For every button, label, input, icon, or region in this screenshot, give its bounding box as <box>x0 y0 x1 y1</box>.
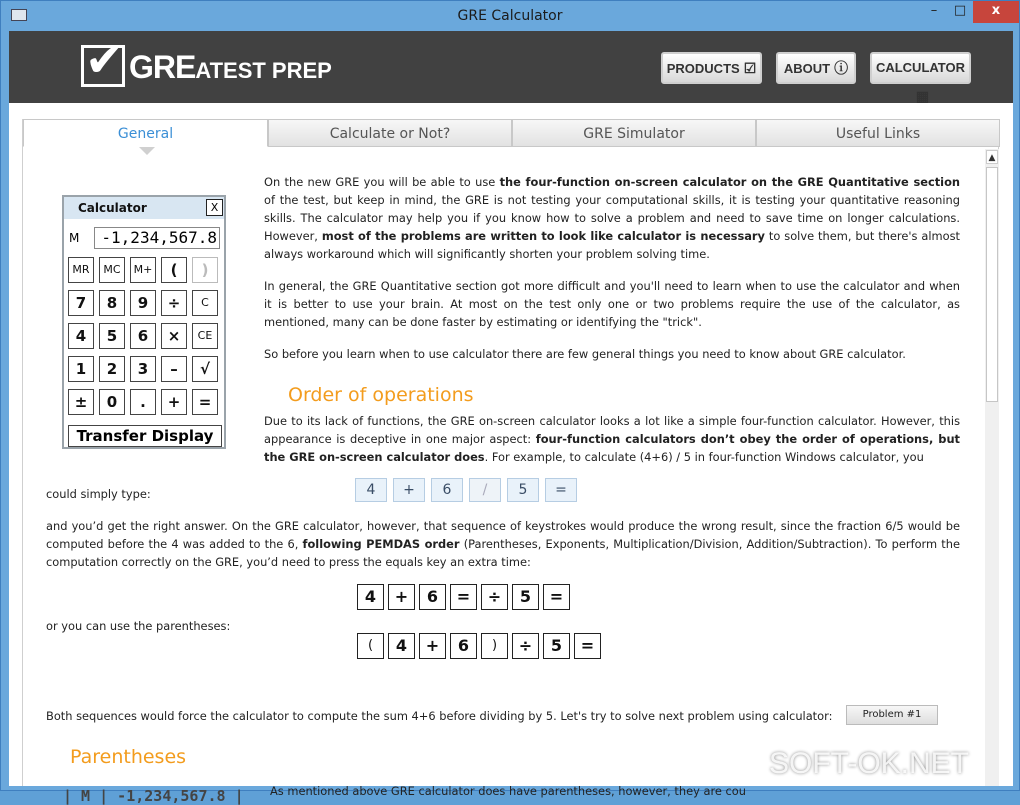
or-parentheses-label: or you can use the parentheses: <box>46 619 231 633</box>
tab-general[interactable]: General <box>23 119 268 147</box>
checkbox-icon: ☑ <box>743 60 757 76</box>
seq-key-equals: = <box>545 478 577 502</box>
transfer-display-button[interactable]: Transfer Display <box>68 425 222 447</box>
order-text-1: Due to its lack of functions, the GRE on-screen calculator looks a lot like a simple four-function calculator. However, this appearance is deceptive in one major aspect: <box>264 414 960 446</box>
problem-1-button[interactable]: Problem #1 <box>846 705 938 725</box>
watermark: SOFT-OK.NET <box>769 747 970 780</box>
intro-text-3: to solve them, but there's almost always workaround which will significantly shorten your problem solving time. <box>264 229 960 261</box>
order-text-2: . For example, to calculate (4+6) / 5 in four-function Windows calculator, you <box>484 450 924 464</box>
calculator-close-button[interactable]: X <box>206 199 223 216</box>
tab-useful-links[interactable]: Useful Links <box>756 119 1000 147</box>
key-divide[interactable]: ÷ <box>161 290 187 316</box>
close-button[interactable]: x <box>973 1 1019 23</box>
tab-calculate-or-not[interactable]: Calculate or Not? <box>268 119 512 147</box>
par-key-6: 6 <box>450 633 477 659</box>
intro-text-1: On the new GRE you will be able to use <box>264 175 500 189</box>
order-bold: four-function calculators don’t obey the order of operations, but the GRE on-screen calculator does <box>264 432 961 464</box>
calculator-display: -1,234,567.8 <box>94 227 220 249</box>
seq-key-slash: / <box>469 478 501 502</box>
calculator-title: Calculator <box>64 197 224 219</box>
key-4[interactable]: 4 <box>68 323 94 349</box>
both-sequences-text: Both sequences would force the calculator to compute the sum 4+6 before dividing by 5. Let's try to solve next problem using calculator: <box>46 709 833 723</box>
eq-key-6: 6 <box>419 584 446 610</box>
key-equals[interactable]: = <box>192 389 218 415</box>
minimize-button[interactable]: – <box>930 3 938 18</box>
key-mplus[interactable]: M+ <box>130 257 156 283</box>
tab-bar <box>23 119 1000 147</box>
key-sqrt[interactable]: √ <box>192 356 218 382</box>
general-paragraph: In general, the GRE Quantitative section got more difficult and you'll need to learn when to use the calculator and when it is better to use your brain. At most on the test only one or two problems require the use of the calculator, as mentioned, many can be done faster by estimating or identifying the "trick". <box>264 279 960 329</box>
maximize-button[interactable]: □ <box>953 3 967 18</box>
logo-gre: GRE <box>129 49 196 85</box>
logo-rest: ATEST PREP <box>195 58 332 83</box>
about-label: ABOUT <box>783 61 831 76</box>
key-mc[interactable]: MC <box>99 257 125 283</box>
par-key-5: 5 <box>543 633 570 659</box>
key-2[interactable]: 2 <box>99 356 125 382</box>
vertical-scrollbar[interactable] <box>985 149 999 786</box>
parentheses-heading: Parentheses <box>70 746 187 768</box>
key-1[interactable]: 1 <box>68 356 94 382</box>
pemdas-paragraph <box>46 517 960 571</box>
key-6[interactable]: 6 <box>130 323 156 349</box>
key-c[interactable]: C <box>192 290 218 316</box>
eq-key-5: 5 <box>512 584 539 610</box>
pemdas-text-2: (Parentheses, Exponents, Multiplication/Division, Addition/Subtraction). To perform the computation correctly on the GRE, you’d need to press the equals key an extra time: <box>46 537 960 569</box>
before-you-learn-paragraph: So before you learn when to use calculator there are few general things you need to know about GRE calculator. <box>264 347 906 361</box>
order-of-operations-heading: Order of operations <box>288 384 474 406</box>
eq-key-equals-2: = <box>543 584 570 610</box>
pemdas-bold: following PEMDAS order <box>302 537 460 551</box>
intro-bold-1: the four-function on-screen calculator on the GRE Quantitative section <box>499 175 960 189</box>
about-button[interactable] <box>776 52 856 84</box>
seq-key-6: 6 <box>431 478 463 502</box>
key-multiply[interactable]: × <box>161 323 187 349</box>
key-plus[interactable]: + <box>161 389 187 415</box>
calculator-widget <box>62 195 226 449</box>
could-simply-type-label: could simply type: <box>46 487 151 501</box>
key-plus-minus[interactable]: ± <box>68 389 94 415</box>
mini-calculator-display: | M | -1,234,567.8 | <box>63 787 244 805</box>
intro-text-2: of the test, but keep in mind, the GRE is not testing your computational skills, it is testing your quantitative reasoning skills. The calculator may help you if you know how to solve a problem and need to save time on longer calculations. However, <box>264 193 960 243</box>
key-7[interactable]: 7 <box>68 290 94 316</box>
tab-gre-simulator[interactable]: GRE Simulator <box>512 119 756 147</box>
calculator-label: CALCULATOR <box>875 60 966 75</box>
checkmark-icon: ✔ <box>85 33 124 87</box>
par-key-open: ( <box>357 633 384 659</box>
eq-key-4: 4 <box>357 584 384 610</box>
par-key-divide: ÷ <box>512 633 539 659</box>
info-icon: ⓘ <box>834 60 849 76</box>
client-area <box>9 31 1013 805</box>
header-bar <box>9 31 1013 103</box>
key-minus[interactable]: – <box>161 356 187 382</box>
parentheses-paragraph: As mentioned above GRE calculator does have parentheses, however, they are cou <box>270 784 746 798</box>
key-open-paren[interactable]: ( <box>161 257 187 283</box>
par-key-close: ) <box>481 633 508 659</box>
par-key-equals: = <box>574 633 601 659</box>
title-bar <box>1 1 1019 31</box>
seq-key-5: 5 <box>507 478 539 502</box>
key-decimal[interactable]: . <box>130 389 156 415</box>
key-ce[interactable]: CE <box>192 323 218 349</box>
scroll-thumb[interactable] <box>986 167 998 402</box>
products-button[interactable] <box>661 52 762 84</box>
eq-key-equals-1: = <box>450 584 477 610</box>
seq-key-plus: + <box>393 478 425 502</box>
eq-key-divide: ÷ <box>481 584 508 610</box>
window-title: GRE Calculator <box>457 8 563 24</box>
order-paragraph <box>264 412 960 466</box>
calculator-icon: ▦ <box>915 88 930 104</box>
calculator-button[interactable] <box>870 52 971 104</box>
active-tab-arrow-icon <box>139 147 155 155</box>
key-8[interactable]: 8 <box>99 290 125 316</box>
key-5[interactable]: 5 <box>99 323 125 349</box>
key-0[interactable]: 0 <box>99 389 125 415</box>
intro-bold-2: most of the problems are written to look like calculator is necessary <box>321 229 765 243</box>
key-close-paren[interactable]: ) <box>192 257 218 283</box>
eq-key-plus: + <box>388 584 415 610</box>
key-9[interactable]: 9 <box>130 290 156 316</box>
products-label: PRODUCTS <box>666 61 740 76</box>
pemdas-text-1: and you’d get the right answer. On the GRE calculator, however, that sequence of keystrokes would produce the wrong result, since the fraction 6/5 would be computed before the 4 was added to the 6, <box>46 519 960 551</box>
intro-paragraph <box>264 173 960 263</box>
par-key-plus: + <box>419 633 446 659</box>
seq-key-4: 4 <box>355 478 387 502</box>
memory-indicator: M <box>69 231 80 245</box>
key-3[interactable]: 3 <box>130 356 156 382</box>
content-panel <box>22 119 999 805</box>
par-key-4: 4 <box>388 633 415 659</box>
key-mr[interactable]: MR <box>68 257 94 283</box>
scroll-up-arrow-icon[interactable]: ▲ <box>986 150 998 164</box>
